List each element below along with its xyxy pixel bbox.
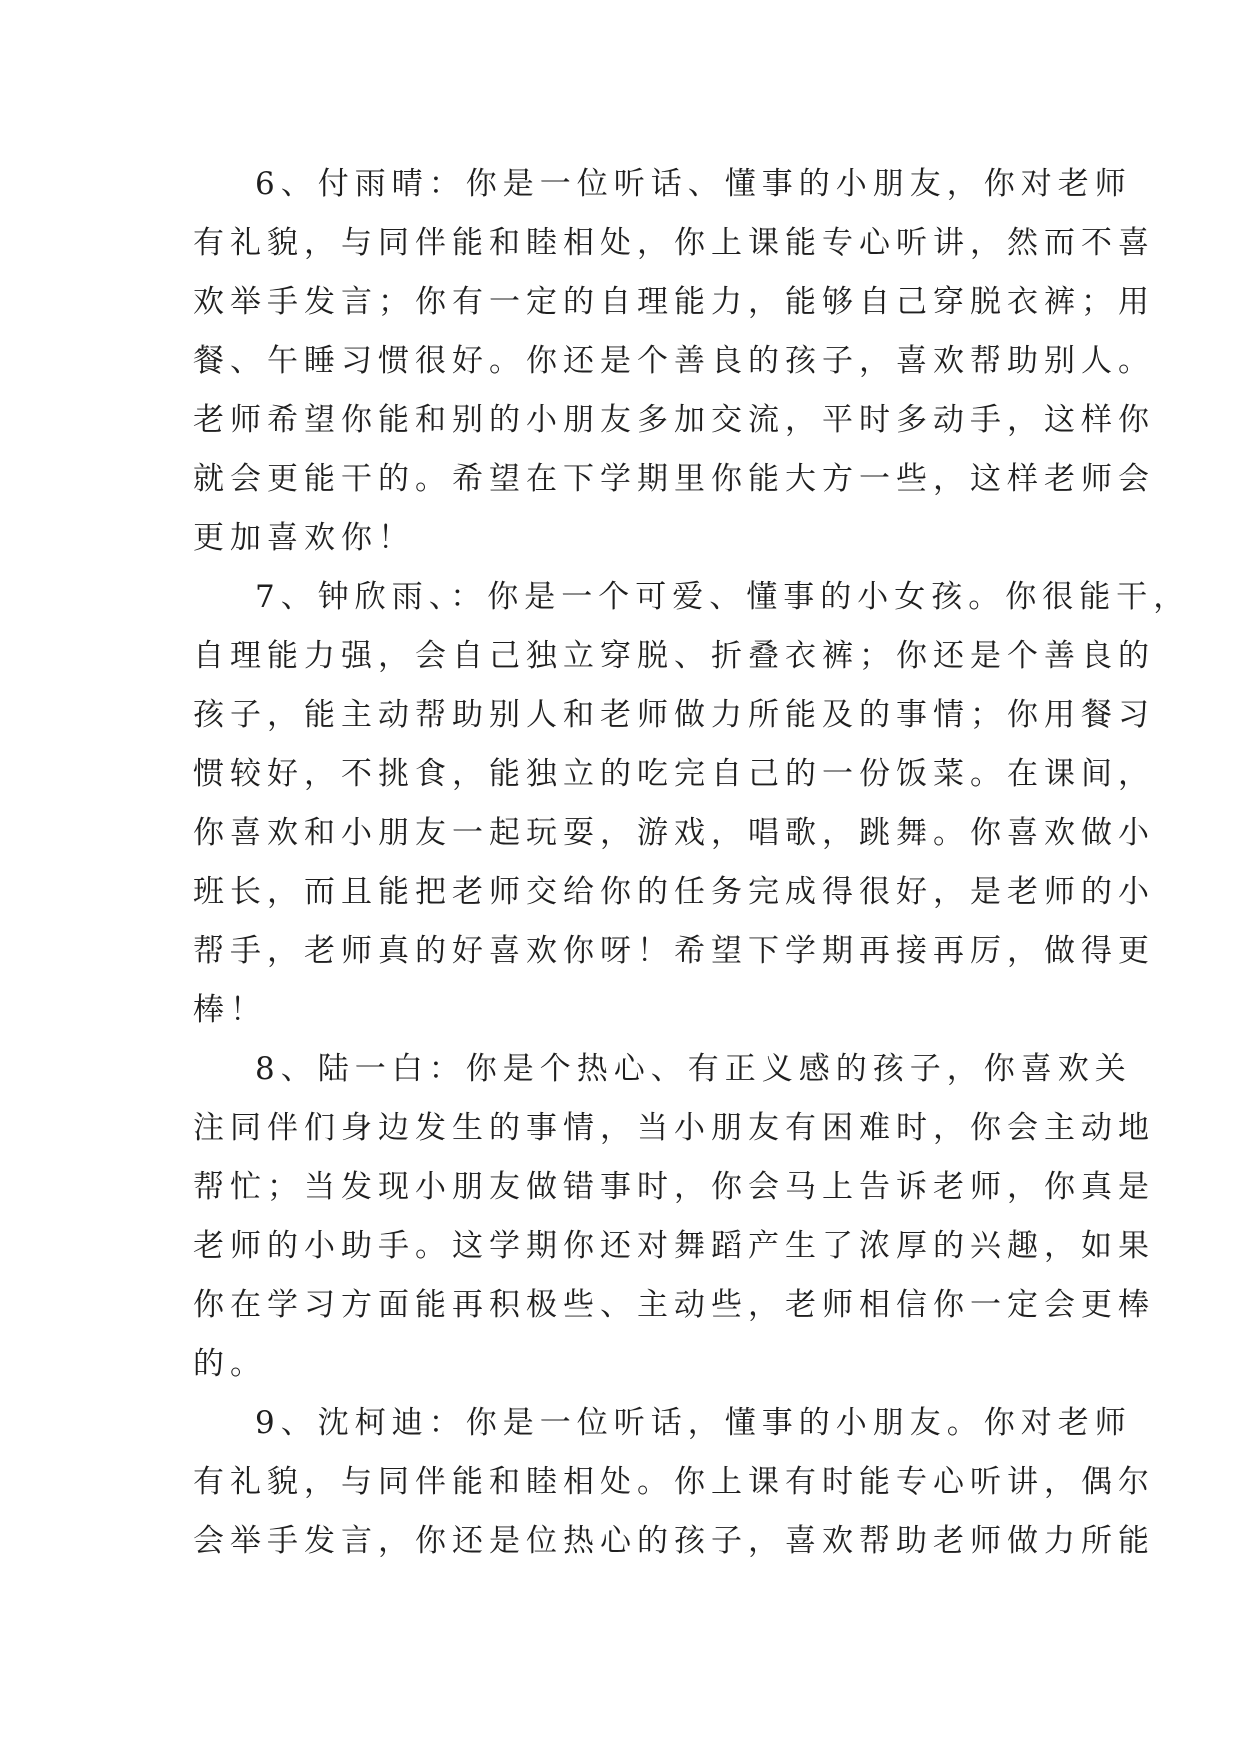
paragraph-9-line-3: 会举手发言，你还是位热心的孩子，喜欢帮助老师做力所能 bbox=[193, 1523, 1155, 1559]
paragraph-8-line-1: 8、陆一白：你是个热心、有正义感的孩子，你喜欢关 bbox=[255, 1051, 1132, 1087]
paragraph-9-line-1: 9、沈柯迪：你是一位听话，懂事的小朋友。你对老师 bbox=[255, 1405, 1132, 1441]
paragraph-9-line-2: 有礼貌，与同伴能和睦相处。你上课有时能专心听讲，偶尔 bbox=[193, 1464, 1155, 1500]
paragraph-7-line-8: 棒！ bbox=[193, 992, 267, 1028]
paragraph-8-line-4: 老师的小助手。这学期你还对舞蹈产生了浓厚的兴趣，如果 bbox=[193, 1228, 1155, 1264]
paragraph-7-line-5: 你喜欢和小朋友一起玩耍，游戏，唱歌，跳舞。你喜欢做小 bbox=[193, 815, 1155, 851]
paragraph-6-line-2: 有礼貌，与同伴能和睦相处，你上课能专心听讲，然而不喜 bbox=[193, 225, 1155, 261]
document-body bbox=[193, 155, 1191, 1571]
paragraph-7-line-2: 自理能力强，会自己独立穿脱、折叠衣裤；你还是个善良的 bbox=[193, 638, 1155, 674]
paragraph-7-line-1: 7、钟欣雨、：你是一个可爱、懂事的小女孩。你很能干， bbox=[255, 579, 1191, 615]
paragraph-7-line-3: 孩子，能主动帮助别人和老师做力所能及的事情；你用餐习 bbox=[193, 697, 1155, 733]
paragraph-6-line-4: 餐、午睡习惯很好。你还是个善良的孩子，喜欢帮助别人。 bbox=[193, 343, 1155, 379]
paragraph-6-line-1: 6、付雨晴：你是一位听话、懂事的小朋友，你对老师 bbox=[255, 166, 1132, 202]
paragraph-8-line-5: 你在学习方面能再积极些、主动些，老师相信你一定会更棒 bbox=[193, 1287, 1155, 1323]
paragraph-6-line-6: 就会更能干的。希望在下学期里你能大方一些，这样老师会 bbox=[193, 461, 1155, 497]
paragraph-8-line-3: 帮忙；当发现小朋友做错事时，你会马上告诉老师，你真是 bbox=[193, 1169, 1155, 1205]
paragraph-7-line-7: 帮手，老师真的好喜欢你呀！希望下学期再接再厉，做得更 bbox=[193, 933, 1155, 969]
paragraph-8-line-6: 的。 bbox=[193, 1346, 267, 1382]
paragraph-7-line-4: 惯较好，不挑食，能独立的吃完自己的一份饭菜。在课间， bbox=[193, 756, 1155, 792]
paragraph-6-line-3: 欢举手发言；你有一定的自理能力，能够自己穿脱衣裤；用 bbox=[193, 284, 1155, 320]
paragraph-6-line-5: 老师希望你能和别的小朋友多加交流，平时多动手，这样你 bbox=[193, 402, 1155, 438]
paragraph-6-line-7: 更加喜欢你！ bbox=[193, 520, 415, 556]
paragraph-8-line-2: 注同伴们身边发生的事情，当小朋友有困难时，你会主动地 bbox=[193, 1110, 1155, 1146]
paragraph-7-line-6: 班长，而且能把老师交给你的任务完成得很好，是老师的小 bbox=[193, 874, 1155, 910]
